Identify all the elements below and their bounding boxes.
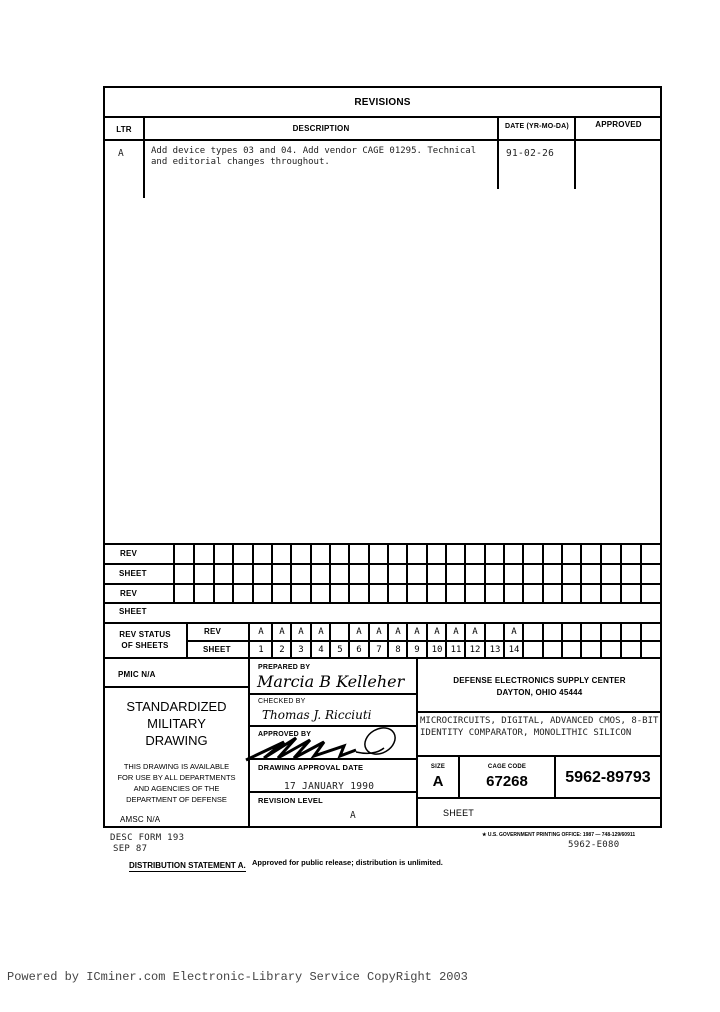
grid-line [484, 543, 486, 604]
rev-status-rev-cell: A [511, 627, 517, 637]
approval-date-value: 17 JANUARY 1990 [284, 781, 375, 792]
size-value: A [432, 773, 444, 790]
revision-description-line2: and editorial changes throughout. [151, 157, 330, 167]
rev-status-rev-cell: A [414, 627, 420, 637]
agency-line1: DEFENSE ELECTRONICS SUPPLY CENTER [453, 676, 626, 685]
rev-status-sheet-cell: 13 [489, 645, 501, 655]
rev-status-sheet-cell: 8 [395, 645, 401, 655]
checked-by-signature: Thomas J. Ricciuti [262, 708, 372, 722]
grid-line [445, 543, 447, 604]
grid-line [271, 543, 273, 604]
approved-by-signature-mark [244, 726, 404, 764]
grid-line [193, 543, 195, 604]
divider [104, 686, 250, 688]
rev-status-sheet-cell: 1 [258, 645, 264, 655]
grid-label-sheet-1: SHEET [119, 569, 147, 578]
form-number-line1: DESC FORM 193 [110, 833, 185, 843]
grid-line [406, 543, 408, 604]
col-header-ltr: LTR [116, 125, 132, 134]
grid-line [542, 543, 544, 604]
grid-line [387, 543, 389, 604]
revision-date: 91-02-26 [506, 148, 555, 159]
divider [249, 693, 417, 695]
availability-line4: DEPARTMENT OF DEFENSE [126, 795, 227, 804]
grid-line [620, 543, 622, 604]
rev-status-sheet-cell: 7 [376, 645, 382, 655]
standardized-title-line3: DRAWING [145, 733, 208, 748]
size-label: SIZE [430, 764, 446, 770]
divider [417, 711, 661, 713]
document-code: 5962-E080 [568, 840, 620, 850]
grid-line [561, 543, 563, 604]
rev-status-rev-cell: A [279, 627, 285, 637]
divider [104, 602, 661, 604]
form-number-line2: SEP 87 [113, 844, 148, 854]
rev-status-rev-cell: A [395, 627, 401, 637]
grid-line [213, 543, 215, 604]
cage-code-value: 67268 [486, 773, 528, 790]
grid-line [173, 543, 175, 604]
drawing-title-line1: MICROCIRCUITS, DIGITAL, ADVANCED CMOS, 8-BIT [420, 716, 659, 726]
grid-line [310, 543, 312, 604]
rev-status-sheet-cell: 4 [318, 645, 324, 655]
grid-line [329, 543, 331, 604]
distribution-text: Approved for public release; distribution is unlimited. [252, 858, 443, 867]
prepared-by-label: PREPARED BY [258, 664, 311, 671]
cage-code-label: CAGE CODE [487, 764, 527, 770]
watermark-text: Powered by ICminer.com Electronic-Library Service CopyRight 2003 [7, 970, 468, 984]
rev-status-sheet-cell: 11 [450, 645, 462, 655]
gpo-notice: ★ U.S. GOVERNMENT PRINTING OFFICE: 1987 — 748-129/60911 [482, 832, 636, 838]
grid-line [542, 622, 544, 658]
rev-status-sheet-cell: 2 [279, 645, 285, 655]
col-header-approved: APPROVED [595, 120, 642, 129]
rev-status-sheet-cell: 3 [298, 645, 304, 655]
standardized-title-line2: MILITARY [147, 716, 206, 731]
grid-line [600, 543, 602, 604]
rev-status-label-line1: REV STATUS [119, 630, 171, 639]
grid-line [232, 543, 234, 604]
col-header-date: DATE (YR-MO-DA) [505, 123, 569, 130]
availability-line2: FOR USE BY ALL DEPARTMENTS [117, 773, 236, 782]
divider [104, 116, 661, 118]
rev-status-sheet-cell: 12 [469, 645, 481, 655]
rev-status-rev-cell: A [318, 627, 324, 637]
revision-level-label: REVISION LEVEL [258, 796, 323, 805]
approval-date-label: DRAWING APPROVAL DATE [258, 763, 364, 772]
rev-status-rev-cell: A [434, 627, 440, 637]
sheet-label: SHEET [443, 808, 475, 818]
rev-status-rev-cell: A [376, 627, 382, 637]
grid-line [580, 543, 582, 604]
grid-line [252, 543, 254, 604]
grid-line [620, 622, 622, 658]
agency-line2: DAYTON, OHIO 45444 [496, 688, 583, 697]
grid-line [580, 622, 582, 658]
grid-line [186, 622, 188, 658]
distribution-label: DISTRIBUTION STATEMENT A. [129, 861, 246, 870]
grid-label-sheet-2: SHEET [119, 607, 147, 616]
amsc-label: AMSC N/A [120, 815, 161, 824]
standardized-title-line1: STANDARDIZED [126, 699, 227, 714]
rev-status-label-line2: OF SHEETS [121, 641, 169, 650]
divider [104, 563, 661, 565]
grid-line [464, 543, 466, 604]
rev-status-sheet-cell: 14 [508, 645, 520, 655]
divider [104, 543, 661, 545]
divider [104, 583, 661, 585]
revision-ltr: A [118, 148, 125, 159]
rev-status-rev-cell: A [356, 627, 362, 637]
rev-status-sheet-label: SHEET [203, 645, 231, 654]
grid-label-rev-1: REV [120, 549, 138, 558]
availability-line1: THIS DRAWING IS AVAILABLE [123, 762, 230, 771]
drawing-title-line2: IDENTITY COMPARATOR, MONOLITHIC SILICON [420, 728, 632, 738]
availability-line3: AND AGENCIES OF THE [133, 784, 220, 793]
divider [574, 116, 576, 189]
divider [417, 755, 661, 757]
divider [497, 116, 499, 189]
rev-status-rev-label: REV [204, 627, 222, 636]
rev-status-sheet-cell: 5 [337, 645, 343, 655]
grid-line [426, 543, 428, 604]
grid-line [290, 543, 292, 604]
rev-status-rev-cell: A [453, 627, 459, 637]
revisions-title: REVISIONS [354, 97, 411, 108]
drawing-number: 5962-89793 [565, 769, 651, 786]
grid-line [640, 543, 642, 604]
grid-line [561, 622, 563, 658]
grid-line [503, 543, 505, 604]
grid-line [248, 622, 250, 658]
divider [143, 116, 145, 198]
grid-line [600, 622, 602, 658]
grid-line [368, 543, 370, 604]
rev-status-sheet-cell: 9 [414, 645, 420, 655]
rev-status-rev-cell: A [298, 627, 304, 637]
revision-description-line1: Add device types 03 and 04. Add vendor CAGE 01295. Technical [151, 146, 477, 156]
divider [186, 640, 661, 642]
grid-line [522, 543, 524, 604]
col-header-description: DESCRIPTION [292, 124, 350, 133]
grid-label-rev-2: REV [120, 589, 138, 598]
divider [104, 139, 661, 141]
checked-by-label: CHECKED BY [258, 698, 306, 705]
pmic-label: PMIC N/A [118, 670, 156, 679]
divider [417, 797, 661, 799]
approved-by-label: APPROVED BY [258, 731, 312, 738]
prepared-by-signature: Marcia B Kelleher [257, 672, 405, 691]
rev-status-sheet-cell: 6 [356, 645, 362, 655]
grid-line [640, 622, 642, 658]
rev-status-sheet-cell: 10 [431, 645, 443, 655]
rev-status-rev-cell: A [258, 627, 264, 637]
grid-line [348, 543, 350, 604]
rev-status-rev-cell: A [472, 627, 478, 637]
revision-level-value: A [350, 810, 357, 821]
